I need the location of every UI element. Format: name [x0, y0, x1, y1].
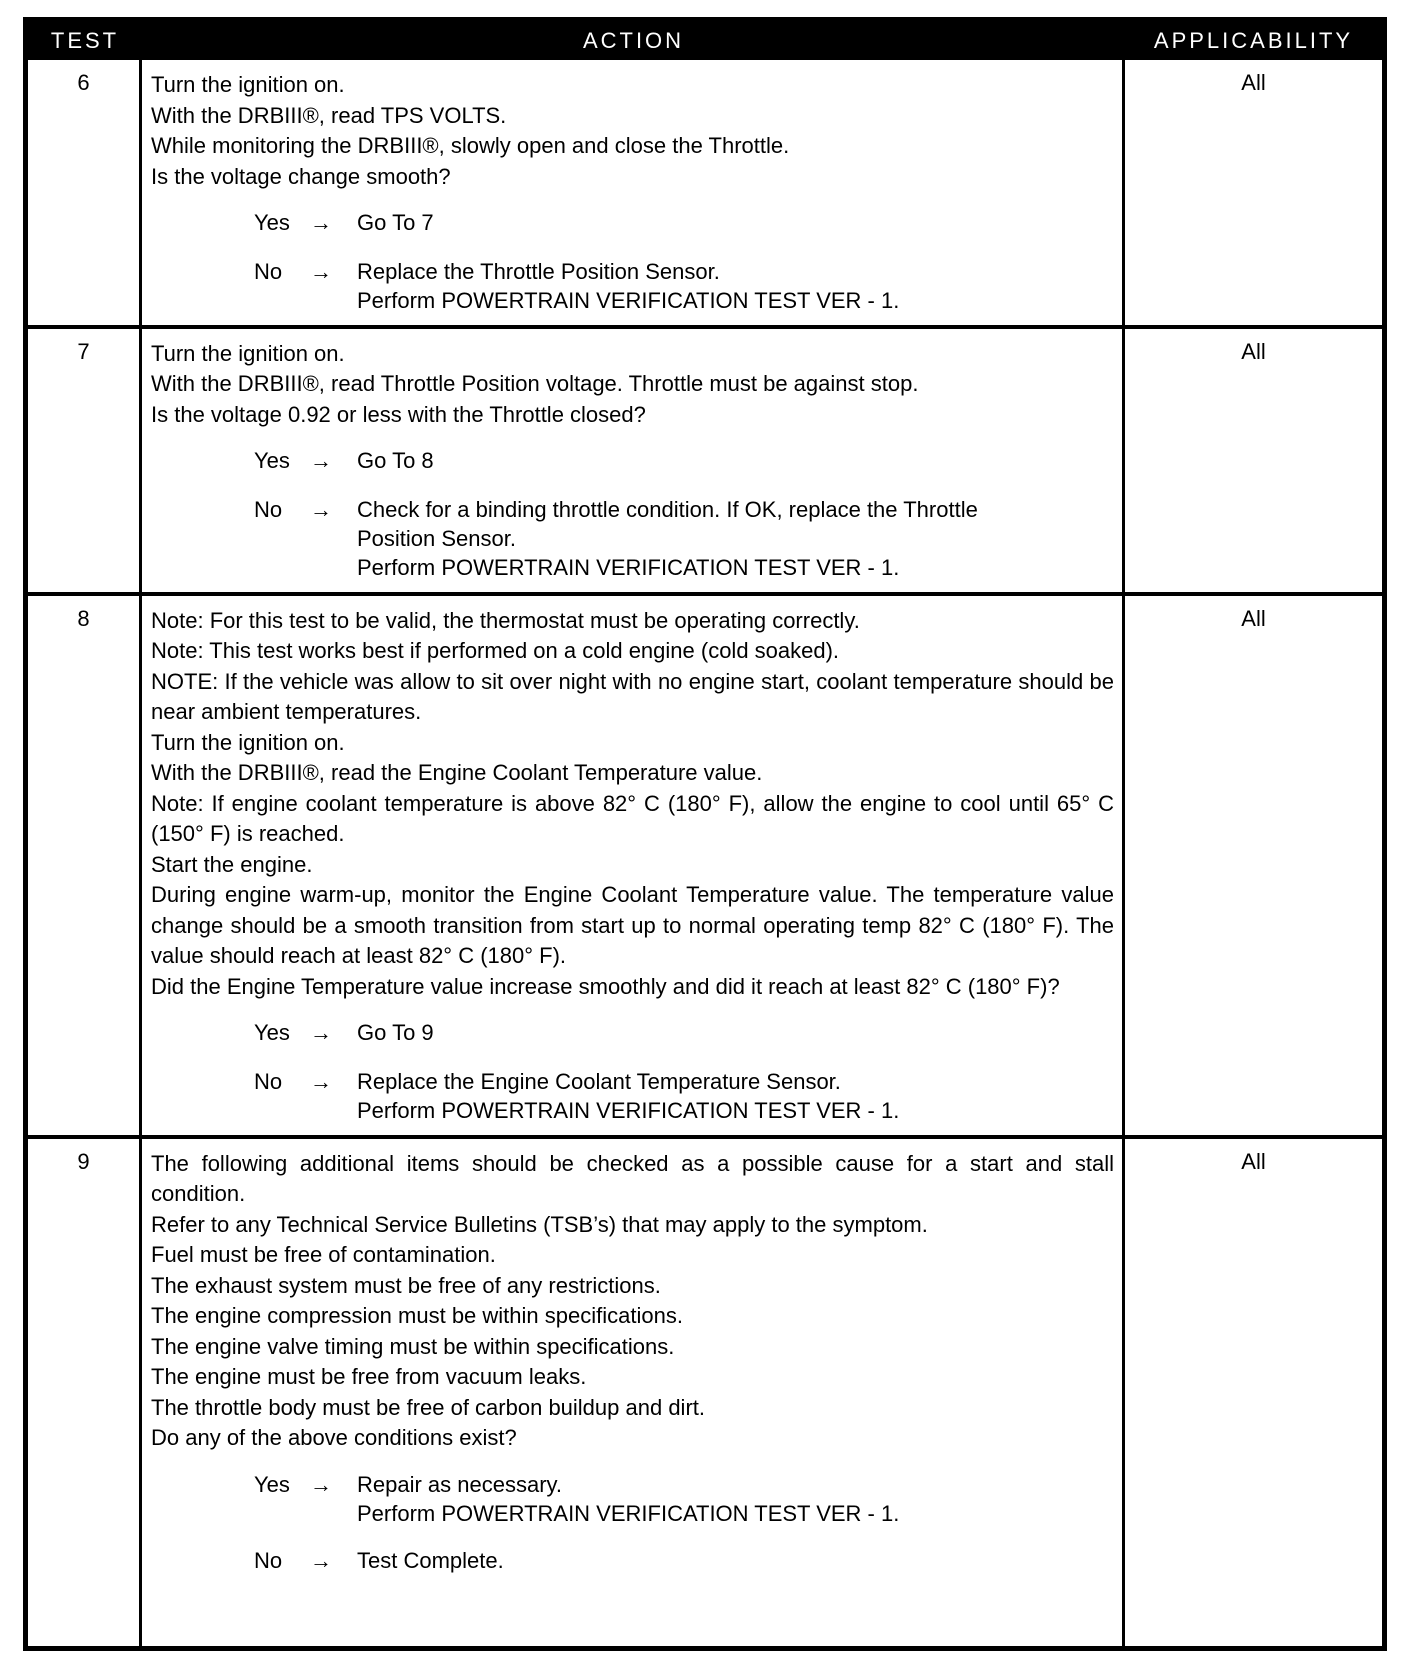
- no-result: [357, 1546, 1114, 1577]
- yes-outcome: [151, 208, 1114, 239]
- result-line: Perform POWERTRAIN VERIFICATION TEST VER - 1.: [357, 287, 900, 313]
- table-row: [28, 60, 1382, 325]
- table-header: [28, 22, 1382, 60]
- result-line: Replace the Engine Coolant Temperature Sensor.: [357, 1068, 841, 1094]
- result-line: Perform POWERTRAIN VERIFICATION TEST VER - 1.: [357, 554, 900, 580]
- action-line: Start the engine.: [151, 851, 313, 877]
- arrow-icon: →: [310, 1547, 332, 1573]
- diagnostic-test-table: [23, 17, 1387, 1651]
- yes-label: Yes: [254, 448, 290, 473]
- action-line: Is the voltage 0.92 or less with the Throttle closed?: [151, 401, 646, 427]
- result-line: Check for a binding throttle condition. If OK, replace the Throttle: [357, 496, 978, 522]
- arrow-icon: →: [310, 210, 332, 235]
- action-line: Fuel must be free of contamination.: [151, 1242, 496, 1267]
- no-label: No: [254, 258, 283, 284]
- action-line: The exhaust system must be free of any restrictions.: [151, 1272, 661, 1298]
- test-number: 7: [28, 329, 142, 592]
- action-line: Note: If engine coolant temperature is above 82° C (180° F), allow the engine to cool until 65° C (150° F) is reached.: [151, 790, 1114, 846]
- table-row: [28, 1135, 1382, 1647]
- action-line: Turn the ignition on.: [151, 729, 345, 755]
- action-line: The throttle body must be free of carbon buildup and dirt.: [151, 1394, 705, 1420]
- no-result: [357, 1067, 1114, 1125]
- action-line: The engine compression must be within specifications.: [151, 1303, 683, 1328]
- action-line: Did the Engine Temperature value increase smoothly and did it reach at least 82° C (180° F)?: [151, 973, 1060, 999]
- action-line: The engine must be free from vacuum leaks.: [151, 1364, 587, 1389]
- applicability-value: All: [1241, 1148, 1266, 1174]
- arrow-icon: →: [310, 258, 332, 284]
- yes-outcome: [151, 1470, 1114, 1528]
- action-line: The engine valve timing must be within specifications.: [151, 1333, 675, 1359]
- result-line: Repair as necessary.: [357, 1471, 563, 1497]
- action-line: During engine warm-up, monitor the Engine Coolant Temperature value. The temperature value change should be a smooth transition from start up to normal operating temp 82° C (180° F). The value should reach at least 82° C (180° F).: [151, 882, 1114, 968]
- no-label: No: [254, 496, 283, 522]
- yes-label: Yes: [254, 1471, 290, 1497]
- outcomes: [151, 1470, 1114, 1587]
- arrow-icon: →: [310, 496, 332, 522]
- result-line: Perform POWERTRAIN VERIFICATION TEST VER - 1.: [357, 1097, 900, 1123]
- outcomes: [151, 1018, 1114, 1135]
- no-outcome: [151, 1067, 1114, 1125]
- result-line: Go To 8: [357, 448, 434, 473]
- action-line: Refer to any Technical Service Bulletins (TSB’s) that may apply to the symptom.: [151, 1211, 928, 1237]
- action-line: With the DRBIII®, read TPS VOLTS.: [151, 102, 507, 128]
- action-line: While monitoring the DRBIII®, slowly open and close the Throttle.: [151, 133, 790, 158]
- test-number: 6: [28, 60, 142, 325]
- applicability-value: All: [1241, 605, 1266, 631]
- arrow-icon: →: [310, 1068, 332, 1094]
- applicability-value: All: [1241, 338, 1266, 364]
- action-line: NOTE: If the vehicle was allow to sit over night with no engine start, coolant temperature should be near ambient temperatures.: [151, 668, 1114, 724]
- action-line: Is the voltage change smooth?: [151, 163, 451, 189]
- action-cell: [142, 596, 1125, 1135]
- no-outcome: [151, 1546, 1114, 1577]
- action-cell: [142, 60, 1125, 325]
- test-number: 9: [28, 1139, 142, 1647]
- action-line: Turn the ignition on.: [151, 72, 345, 97]
- header-applicability: APPLICABILITY: [1153, 28, 1354, 53]
- result-line: Test Complete.: [357, 1547, 504, 1573]
- action-line: Note: This test works best if performed on a cold engine (cold soaked).: [151, 638, 840, 663]
- yes-result: [357, 446, 1114, 477]
- no-result: [357, 257, 1114, 315]
- result-line: Perform POWERTRAIN VERIFICATION TEST VER - 1.: [357, 1500, 900, 1526]
- yes-label: Yes: [254, 210, 290, 235]
- action-cell: [142, 329, 1125, 592]
- outcomes: [151, 208, 1114, 325]
- test-number: 8: [28, 596, 142, 1135]
- no-label: No: [254, 1547, 283, 1573]
- header-test: TEST: [50, 28, 120, 53]
- action-line: With the DRBIII®, read Throttle Position voltage. Throttle must be against stop.: [151, 371, 919, 396]
- yes-result: [357, 1470, 1114, 1528]
- table-row: [28, 592, 1382, 1135]
- action-line: Turn the ignition on.: [151, 340, 345, 366]
- result-line: Position Sensor.: [357, 525, 516, 551]
- table-row: [28, 325, 1382, 592]
- result-line: Go To 7: [357, 210, 434, 235]
- action-line: The following additional items should be checked as a possible cause for a start and stall condition.: [151, 1150, 1114, 1206]
- result-line: Replace the Throttle Position Sensor.: [357, 258, 720, 284]
- no-result: [357, 495, 1114, 582]
- yes-outcome: [151, 1018, 1114, 1049]
- table-body: [28, 60, 1382, 1646]
- no-outcome: [151, 257, 1114, 315]
- result-line: Go To 9: [357, 1020, 434, 1045]
- no-outcome: [151, 495, 1114, 582]
- outcomes: [151, 446, 1114, 592]
- action-line: Note: For this test to be valid, the thermostat must be operating correctly.: [151, 607, 860, 633]
- no-label: No: [254, 1068, 283, 1094]
- yes-result: [357, 1018, 1114, 1049]
- yes-outcome: [151, 446, 1114, 477]
- arrow-icon: →: [310, 448, 332, 473]
- yes-result: [357, 208, 1114, 239]
- action-line: Do any of the above conditions exist?: [151, 1425, 517, 1450]
- action-cell: [142, 1139, 1125, 1647]
- header-action: ACTION: [582, 28, 685, 53]
- arrow-icon: →: [310, 1471, 332, 1497]
- action-line: With the DRBIII®, read the Engine Coolant Temperature value.: [151, 760, 763, 785]
- arrow-icon: →: [310, 1020, 332, 1045]
- yes-label: Yes: [254, 1020, 290, 1045]
- applicability-value: All: [1241, 70, 1266, 95]
